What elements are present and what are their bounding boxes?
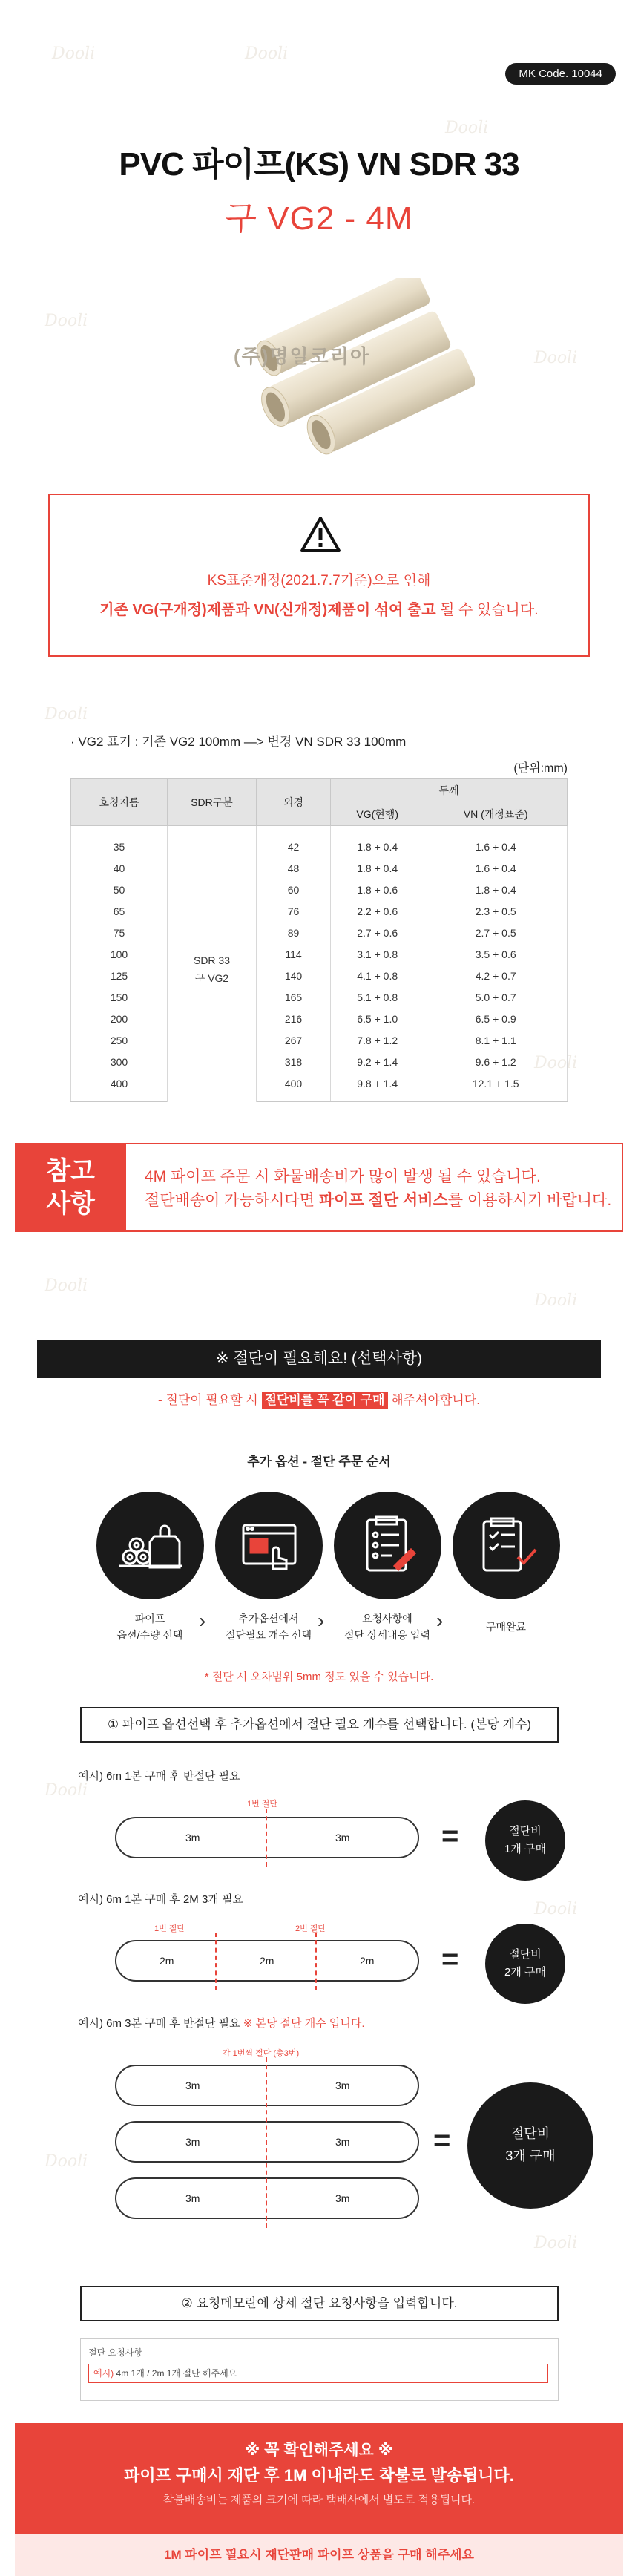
notice-line-3: 착불배송비는 제품의 크기에 따라 택배사에서 별도로 적용됩니다.	[162, 2494, 476, 2506]
example-3-cut-tag: 각 1번씩 절단 (총3번)	[223, 2049, 300, 2058]
option-select-icon	[215, 1492, 323, 1599]
example-2-label: 예시) 6m 1본 구매 후 2M 3개 필요	[78, 1893, 243, 1906]
notice-bar: 1M 파이프 필요시 재단판매 파이프 상품을 구매 해주세요	[15, 2534, 623, 2576]
example-2-cut-tag-2: 2번 절단	[295, 1924, 326, 1933]
page-title: PVC 파이프(KS) VN SDR 33	[119, 146, 519, 183]
table-cell: 300	[71, 1052, 168, 1073]
cut-sub-highlight: 절단비를 꼭 같이 구매	[262, 1392, 388, 1409]
table-cell: 1.6 + 0.4	[424, 826, 568, 858]
step-3-label	[328, 1610, 447, 1643]
watermark: Dooli	[52, 45, 96, 63]
table-cell: 165	[257, 987, 331, 1009]
example-2-cut-line-1	[215, 1933, 217, 1990]
warning-line-2-bold: 기존 VG(구개정)제품과 VN(신개정)제품이 섞여 출고	[99, 602, 436, 618]
table-row	[71, 826, 568, 858]
example-1-seg-1: 3m	[185, 1832, 200, 1843]
table-cell: 9.8 + 1.4	[331, 1073, 424, 1102]
step-1-circle	[96, 1492, 204, 1599]
example-3-label	[78, 2015, 365, 2031]
watermark: Dooli	[534, 349, 578, 367]
step-2-label	[209, 1610, 328, 1643]
watermark: Dooli	[45, 1276, 88, 1295]
watermark: Dooli	[245, 45, 289, 63]
sdr-cell	[168, 826, 257, 1102]
table-cell: 35	[71, 826, 168, 858]
step-3-line-2: 절단 상세내용 입력	[344, 1629, 430, 1641]
header-vg: VG(현행)	[331, 802, 424, 826]
example-3-seg-3a: 3m	[185, 2192, 200, 2204]
warning-line-2-plain: 될 수 있습니다.	[435, 602, 539, 618]
example-2-seg-3: 2m	[360, 1955, 375, 1967]
example-1-cost-line-1: 절단비	[509, 1825, 542, 1838]
example-1-cut-line	[266, 1809, 267, 1867]
table-cell: 40	[71, 858, 168, 879]
table-row	[71, 879, 568, 901]
step-2-instruction: ② 요청메모란에 상세 절단 요청사항을 입력합니다.	[80, 2286, 559, 2321]
step-4-circle	[453, 1492, 560, 1599]
step-3-circle	[334, 1492, 441, 1599]
table-cell: 5.0 + 0.7	[424, 987, 568, 1009]
example-3-seg-2a: 3m	[185, 2136, 200, 2148]
step-1-line-1: 파이프	[134, 1613, 165, 1625]
header-outer: 외경	[257, 779, 331, 826]
header-sdr: SDR구분	[168, 779, 257, 826]
watermark: Dooli	[534, 1900, 578, 1918]
table-cell: 267	[257, 1030, 331, 1052]
example-1-label: 예시) 6m 1본 구매 후 반절단 필요	[78, 1770, 240, 1783]
example-3-label-text: 예시) 6m 3본 구매 후 반절단 필요	[78, 2017, 240, 2030]
table-row	[71, 858, 568, 879]
table-cell: 125	[71, 966, 168, 987]
table-cell: 76	[257, 901, 331, 922]
example-2-seg-1: 2m	[160, 1955, 174, 1967]
reference-label-1: 참고	[46, 1157, 95, 1185]
table-row	[71, 987, 568, 1009]
memo-title: 절단 요청사항	[88, 2347, 142, 2358]
reference-line-2-pre: 절단배송이 가능하시다면	[145, 1192, 319, 1209]
table-cell: 48	[257, 858, 331, 879]
watermark: Dooli	[534, 1054, 578, 1072]
example-2-cost	[485, 1924, 565, 2004]
table-cell: 1.8 + 0.4	[424, 879, 568, 901]
step-arrow-2: ›	[318, 1609, 325, 1632]
example-1-cost-line-2: 1개 구매	[504, 1843, 546, 1855]
watermark: Dooli	[45, 2152, 88, 2171]
step-1-label	[91, 1610, 209, 1643]
example-3-seg-2b: 3m	[335, 2136, 350, 2148]
table-row	[71, 944, 568, 966]
step-2-circle	[215, 1492, 323, 1599]
watermark: Dooli	[445, 119, 489, 137]
watermark: Dooli	[45, 705, 88, 724]
table-row	[71, 1073, 568, 1102]
table-row	[71, 922, 568, 944]
page-subtitle: 구 VG2 - 4M	[225, 200, 413, 237]
table-row	[71, 966, 568, 987]
example-1-seg-2: 3m	[335, 1832, 350, 1843]
table-row	[71, 1030, 568, 1052]
table-row	[71, 901, 568, 922]
cut-banner: ※ 절단이 필요해요! (선택사항)	[37, 1340, 601, 1378]
table-cell: 7.8 + 1.2	[331, 1030, 424, 1052]
table-cell: 2.2 + 0.6	[331, 901, 424, 922]
example-3-seg-3b: 3m	[335, 2192, 350, 2204]
table-cell: 60	[257, 879, 331, 901]
table-cell: 89	[257, 922, 331, 944]
table-cell: 400	[257, 1073, 331, 1102]
step-2-line-1: 추가옵션에서	[238, 1613, 299, 1625]
sdr-label-1: SDR 33	[193, 954, 231, 966]
cut-sub-pre: - 절단이 필요할 시	[158, 1393, 262, 1407]
header-vn: VN (개정표준)	[424, 802, 568, 826]
example-3-cost-line-1: 절단비	[510, 2126, 550, 2141]
example-2-cut-tag-1: 1번 절단	[154, 1924, 185, 1933]
example-1-cut-tag: 1번 절단	[247, 1800, 278, 1809]
notice-box	[15, 2423, 623, 2534]
example-2-equals: =	[441, 1943, 459, 1976]
table-cell: 114	[257, 944, 331, 966]
table-cell: 50	[71, 879, 168, 901]
table-cell: 318	[257, 1052, 331, 1073]
table-cell: 8.1 + 1.1	[424, 1030, 568, 1052]
example-3-cut-line	[266, 2057, 267, 2228]
header-nominal: 호칭지름	[71, 779, 168, 826]
sdr-label-2: 구 VG2	[194, 971, 229, 984]
table-row	[71, 1009, 568, 1030]
example-3-pipe-3	[115, 2177, 419, 2219]
table-cell: 200	[71, 1009, 168, 1030]
table-cell: 9.6 + 1.2	[424, 1052, 568, 1073]
table-cell: 250	[71, 1030, 168, 1052]
table-cell: 2.7 + 0.6	[331, 922, 424, 944]
pipes-cart-icon	[96, 1492, 204, 1599]
example-2-cost-line-2: 2개 구매	[504, 1966, 546, 1979]
step-arrow-1: ›	[199, 1609, 206, 1632]
reference-label	[15, 1143, 126, 1232]
vg-notation-note: · VG2 표기 : 기존 VG2 100mm —> 변경 VN SDR 33 100mm	[70, 735, 407, 749]
step-arrow-3: ›	[436, 1609, 444, 1632]
memo-example-label: 예시)	[93, 2368, 116, 2379]
table-cell: 2.3 + 0.5	[424, 901, 568, 922]
step-1-line-2: 옵션/수량 선택	[116, 1629, 183, 1641]
table-cell: 4.2 + 0.7	[424, 966, 568, 987]
table-cell: 400	[71, 1073, 168, 1102]
step-4-line-1: 구매완료	[485, 1621, 527, 1633]
order-steps-title: 추가 옵션 - 절단 주문 순서	[247, 1455, 391, 1469]
error-range-note: * 절단 시 오차범위 5mm 정도 있을 수 있습니다.	[204, 1671, 434, 1683]
table-row	[71, 1052, 568, 1073]
table-cell: 150	[71, 987, 168, 1009]
table-cell: 2.7 + 0.5	[424, 922, 568, 944]
table-cell: 3.1 + 0.8	[331, 944, 424, 966]
memo-example-text: 4m 1개 / 2m 1개 절단 해주세요	[116, 2368, 237, 2379]
table-cell: 4.1 + 0.8	[331, 966, 424, 987]
example-2-seg-2: 2m	[260, 1955, 274, 1967]
ks-revision-warning	[48, 494, 590, 657]
reference-label-2: 사항	[46, 1190, 95, 1218]
watermark: Dooli	[45, 312, 88, 330]
reference-line-2-bold: 파이프 절단 서비스	[318, 1192, 448, 1209]
table-cell: 6.5 + 0.9	[424, 1009, 568, 1030]
example-3-pipe-2	[115, 2121, 419, 2163]
unit-note: (단위:mm)	[513, 762, 568, 775]
checklist-icon	[334, 1492, 441, 1599]
example-2-cost-line-1: 절단비	[509, 1948, 542, 1961]
memo-input-example	[88, 2364, 548, 2383]
step-2-line-2: 절단필요 개수 선택	[226, 1629, 312, 1641]
table-cell: 5.1 + 0.8	[331, 987, 424, 1009]
reference-line-1: 4M 파이프 주문 시 화물배송비가 많이 발생 될 수 있습니다.	[145, 1168, 541, 1185]
warning-line-1: KS표준개정(2021.7.7기준)으로 인해	[207, 573, 431, 589]
warning-icon	[300, 516, 341, 553]
reference-line-2-post: 를 이용하시기 바랍니다.	[447, 1192, 612, 1209]
table-cell: 3.5 + 0.6	[424, 944, 568, 966]
warning-line-2	[50, 597, 588, 619]
table-cell: 6.5 + 1.0	[331, 1009, 424, 1030]
reference-text	[145, 1165, 611, 1213]
table-cell: 1.8 + 0.4	[331, 826, 424, 858]
notice-line-1: ※ 꼭 확인해주세요 ※	[244, 2442, 394, 2459]
example-1-equals: =	[441, 1820, 459, 1852]
example-3-equals: =	[433, 2124, 451, 2157]
product-brand-watermark: (주)명일코리아	[234, 345, 371, 367]
spec-table	[70, 778, 568, 1102]
step-4-label	[447, 1619, 565, 1635]
mk-code-badge: MK Code. 10044	[505, 63, 616, 85]
table-cell: 65	[71, 901, 168, 922]
table-cell: 12.1 + 1.5	[424, 1073, 568, 1102]
header-thickness: 두께	[331, 779, 568, 802]
watermark: Dooli	[45, 1781, 88, 1800]
table-cell: 42	[257, 826, 331, 858]
cut-subtitle	[0, 1389, 638, 1408]
example-3-cost-line-2: 3개 구매	[505, 2149, 556, 2163]
example-1-pipe	[115, 1817, 419, 1858]
example-1-cost	[485, 1800, 565, 1881]
table-cell: 75	[71, 922, 168, 944]
table-cell: 216	[257, 1009, 331, 1030]
table-cell: 1.8 + 0.6	[331, 879, 424, 901]
example-3-seg-1a: 3m	[185, 2080, 200, 2091]
example-3-pipe-1	[115, 2065, 419, 2106]
example-3-note: ※ 본당 절단 개수 입니다.	[243, 2017, 365, 2030]
table-cell: 1.8 + 0.4	[331, 858, 424, 879]
example-3-cost	[467, 2082, 593, 2209]
cut-sub-post: 해주셔야합니다.	[387, 1393, 480, 1407]
watermark: Dooli	[534, 1291, 578, 1310]
memo-box	[80, 2338, 559, 2401]
table-cell: 100	[71, 944, 168, 966]
notice-line-2: 파이프 구매시 재단 후 1M 이내라도 착불로 발송됩니다.	[124, 2466, 514, 2485]
watermark: Dooli	[534, 2234, 578, 2252]
table-cell: 9.2 + 1.4	[331, 1052, 424, 1073]
table-cell: 140	[257, 966, 331, 987]
example-2-cut-line-2	[315, 1933, 317, 1990]
example-3-seg-1b: 3m	[335, 2080, 350, 2091]
table-cell: 1.6 + 0.4	[424, 858, 568, 879]
step-3-line-1: 요청사항에	[362, 1613, 412, 1625]
step-1-instruction: ① 파이프 옵션선택 후 추가옵션에서 절단 필요 개수를 선택합니다. (본당 개수)	[80, 1707, 559, 1743]
order-complete-icon	[453, 1492, 560, 1599]
